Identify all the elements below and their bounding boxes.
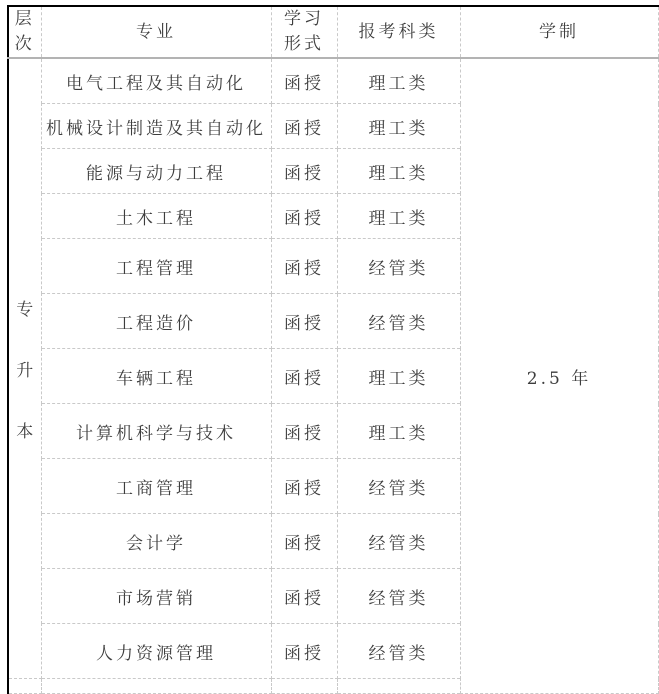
header-study-form-line2: 形式 (284, 34, 324, 54)
header-level (8, 6, 41, 58)
level-group-cell (8, 58, 41, 679)
duration-cell: 2.5 年 (460, 58, 658, 694)
major-cell (41, 679, 271, 694)
major-cell: 电气工程及其自动化 (41, 58, 271, 104)
header-study-form-line1: 学习 (284, 9, 324, 29)
major-cell: 能源与动力工程 (41, 149, 271, 194)
major-cell: 会计学 (41, 514, 271, 569)
study-form-cell (271, 679, 337, 694)
header-study-form (271, 6, 337, 58)
exam-category-cell: 经管类 (337, 459, 460, 514)
study-form-cell: 函授 (271, 569, 337, 624)
study-form-cell: 函授 (271, 404, 337, 459)
exam-category-cell: 理工类 (337, 149, 460, 194)
major-cell: 机械设计制造及其自动化 (41, 104, 271, 149)
study-form-cell: 函授 (271, 149, 337, 194)
study-form-cell: 函授 (271, 624, 337, 679)
header-major: 专业 (41, 6, 271, 58)
major-cell: 工商管理 (41, 459, 271, 514)
study-form-cell: 函授 (271, 194, 337, 239)
major-cell: 人力资源管理 (41, 624, 271, 679)
header-exam-category: 报考科类 (337, 6, 460, 58)
level-char: 本 (16, 422, 34, 442)
level-char: 专 (16, 300, 34, 320)
major-cell: 计算机科学与技术 (41, 404, 271, 459)
level-cell-next (8, 679, 41, 694)
table-row (8, 58, 658, 104)
header-level-line1: 层 (14, 9, 35, 29)
header-level-line2: 次 (14, 34, 35, 54)
program-table (7, 5, 659, 694)
exam-category-cell: 理工类 (337, 104, 460, 149)
exam-category-cell: 理工类 (337, 349, 460, 404)
level-group-label (9, 295, 41, 442)
study-form-cell: 函授 (271, 58, 337, 104)
exam-category-cell: 理工类 (337, 194, 460, 239)
header-duration: 学制 (460, 6, 658, 58)
table-header-row (8, 6, 658, 58)
major-cell: 工程造价 (41, 294, 271, 349)
exam-category-cell: 经管类 (337, 569, 460, 624)
exam-category-cell: 理工类 (337, 404, 460, 459)
study-form-cell: 函授 (271, 514, 337, 569)
study-form-cell: 函授 (271, 349, 337, 404)
major-cell: 土木工程 (41, 194, 271, 239)
study-form-cell: 函授 (271, 459, 337, 514)
study-form-cell: 函授 (271, 294, 337, 349)
exam-category-cell (337, 679, 460, 694)
study-form-cell: 函授 (271, 239, 337, 294)
exam-category-cell: 经管类 (337, 624, 460, 679)
major-cell: 车辆工程 (41, 349, 271, 404)
level-char: 升 (16, 361, 34, 381)
major-cell: 工程管理 (41, 239, 271, 294)
enrollment-table-page (7, 5, 659, 694)
exam-category-cell: 理工类 (337, 58, 460, 104)
study-form-cell: 函授 (271, 104, 337, 149)
exam-category-cell: 经管类 (337, 514, 460, 569)
exam-category-cell: 经管类 (337, 294, 460, 349)
major-cell: 市场营销 (41, 569, 271, 624)
exam-category-cell: 经管类 (337, 239, 460, 294)
